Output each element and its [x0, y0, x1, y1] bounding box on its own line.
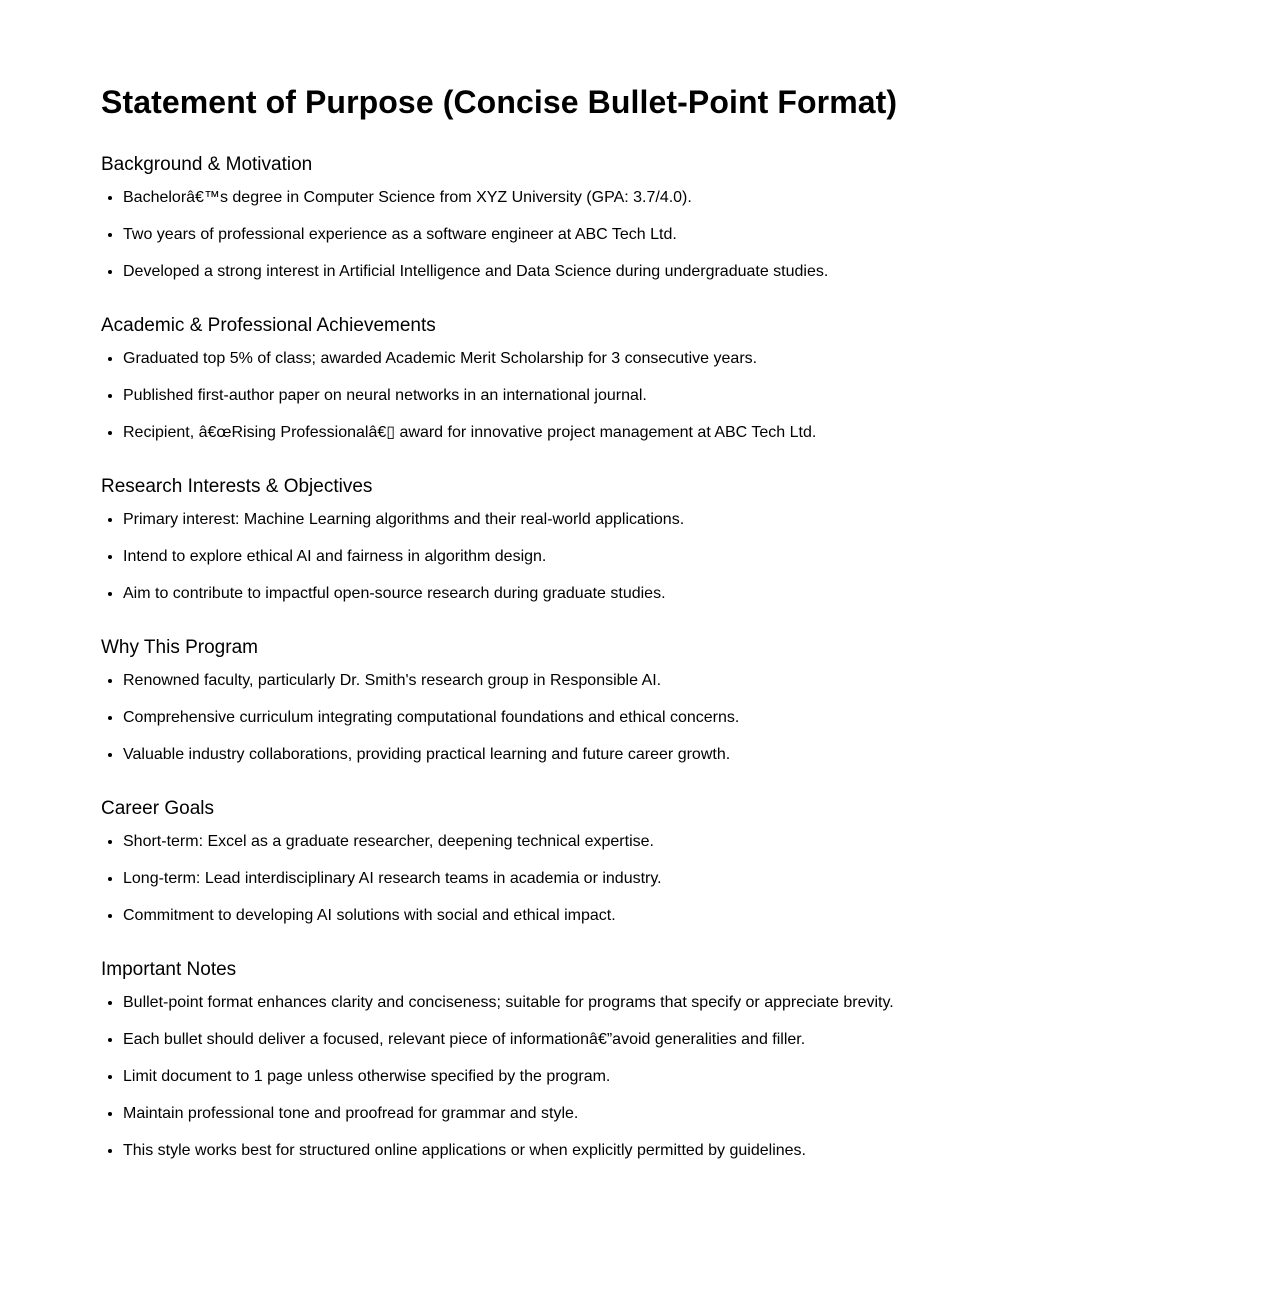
list-item: • Each bullet should deliver a focused, relevant piece of informationâ€”avoid generalities and filler.	[123, 1030, 1263, 1049]
list-item: • Intend to explore ethical AI and fairness in algorithm design.	[123, 547, 1263, 566]
bullet-list	[101, 510, 1263, 603]
section-important-notes	[101, 925, 1263, 1160]
list-item: • Graduated top 5% of class; awarded Academic Merit Scholarship for 3 consecutive years.	[123, 349, 1263, 368]
list-item: • Developed a strong interest in Artificial Intelligence and Data Science during undergraduate studies.	[123, 262, 1263, 281]
section-heading: Career Goals	[101, 798, 214, 819]
section-heading: Background & Motivation	[101, 154, 313, 175]
list-item: • Two years of professional experience as a software engineer at ABC Tech Ltd.	[123, 225, 1263, 244]
list-item: • Comprehensive curriculum integrating computational foundations and ethical concerns.	[123, 708, 1263, 727]
section-heading: Academic & Professional Achievements	[101, 315, 436, 336]
section-background-motivation	[101, 122, 1263, 281]
section-achievements	[101, 281, 1263, 442]
list-item: • Primary interest: Machine Learning algorithms and their real-world applications.	[123, 510, 1263, 529]
list-item: • Limit document to 1 page unless otherwise specified by the program.	[123, 1067, 1263, 1086]
list-item: • Published first-author paper on neural networks in an international journal.	[123, 386, 1263, 405]
section-research-interests	[101, 442, 1263, 603]
bullet-list	[101, 188, 1263, 281]
list-item: • Aim to contribute to impactful open-source research during graduate studies.	[123, 584, 1263, 603]
list-item: • Long-term: Lead interdisciplinary AI research teams in academia or industry.	[123, 869, 1263, 888]
page-title: Statement of Purpose (Concise Bullet-Point Format)	[101, 84, 898, 120]
bullet-list	[101, 993, 1263, 1160]
list-item: • Commitment to developing AI solutions with social and ethical impact.	[123, 906, 1263, 925]
list-item: • Renowned faculty, particularly Dr. Smith's research group in Responsible AI.	[123, 671, 1263, 690]
list-item: • Valuable industry collaborations, providing practical learning and future career growth.	[123, 745, 1263, 764]
list-item: • This style works best for structured online applications or when explicitly permitted by guidelines.	[123, 1141, 1263, 1160]
bullet-list	[101, 349, 1263, 442]
bullet-list	[101, 832, 1263, 925]
section-why-program	[101, 603, 1263, 764]
bullet-list	[101, 671, 1263, 764]
list-item: • Bachelorâ€™s degree in Computer Science from XYZ University (GPA: 3.7/4.0).	[123, 188, 1263, 207]
section-heading: Research Interests & Objectives	[101, 476, 373, 497]
list-item: • Recipient, â€œRising Professionalâ€▯ award for innovative project management at ABC Tech Ltd.	[123, 423, 1263, 442]
section-heading: Important Notes	[101, 959, 237, 980]
list-item: • Bullet-point format enhances clarity and conciseness; suitable for programs that specify or appreciate brevity.	[123, 993, 1263, 1012]
section-career-goals	[101, 764, 1263, 925]
list-item: • Short-term: Excel as a graduate researcher, deepening technical expertise.	[123, 832, 1263, 851]
list-item: • Maintain professional tone and proofread for grammar and style.	[123, 1104, 1263, 1123]
section-heading: Why This Program	[101, 637, 258, 658]
